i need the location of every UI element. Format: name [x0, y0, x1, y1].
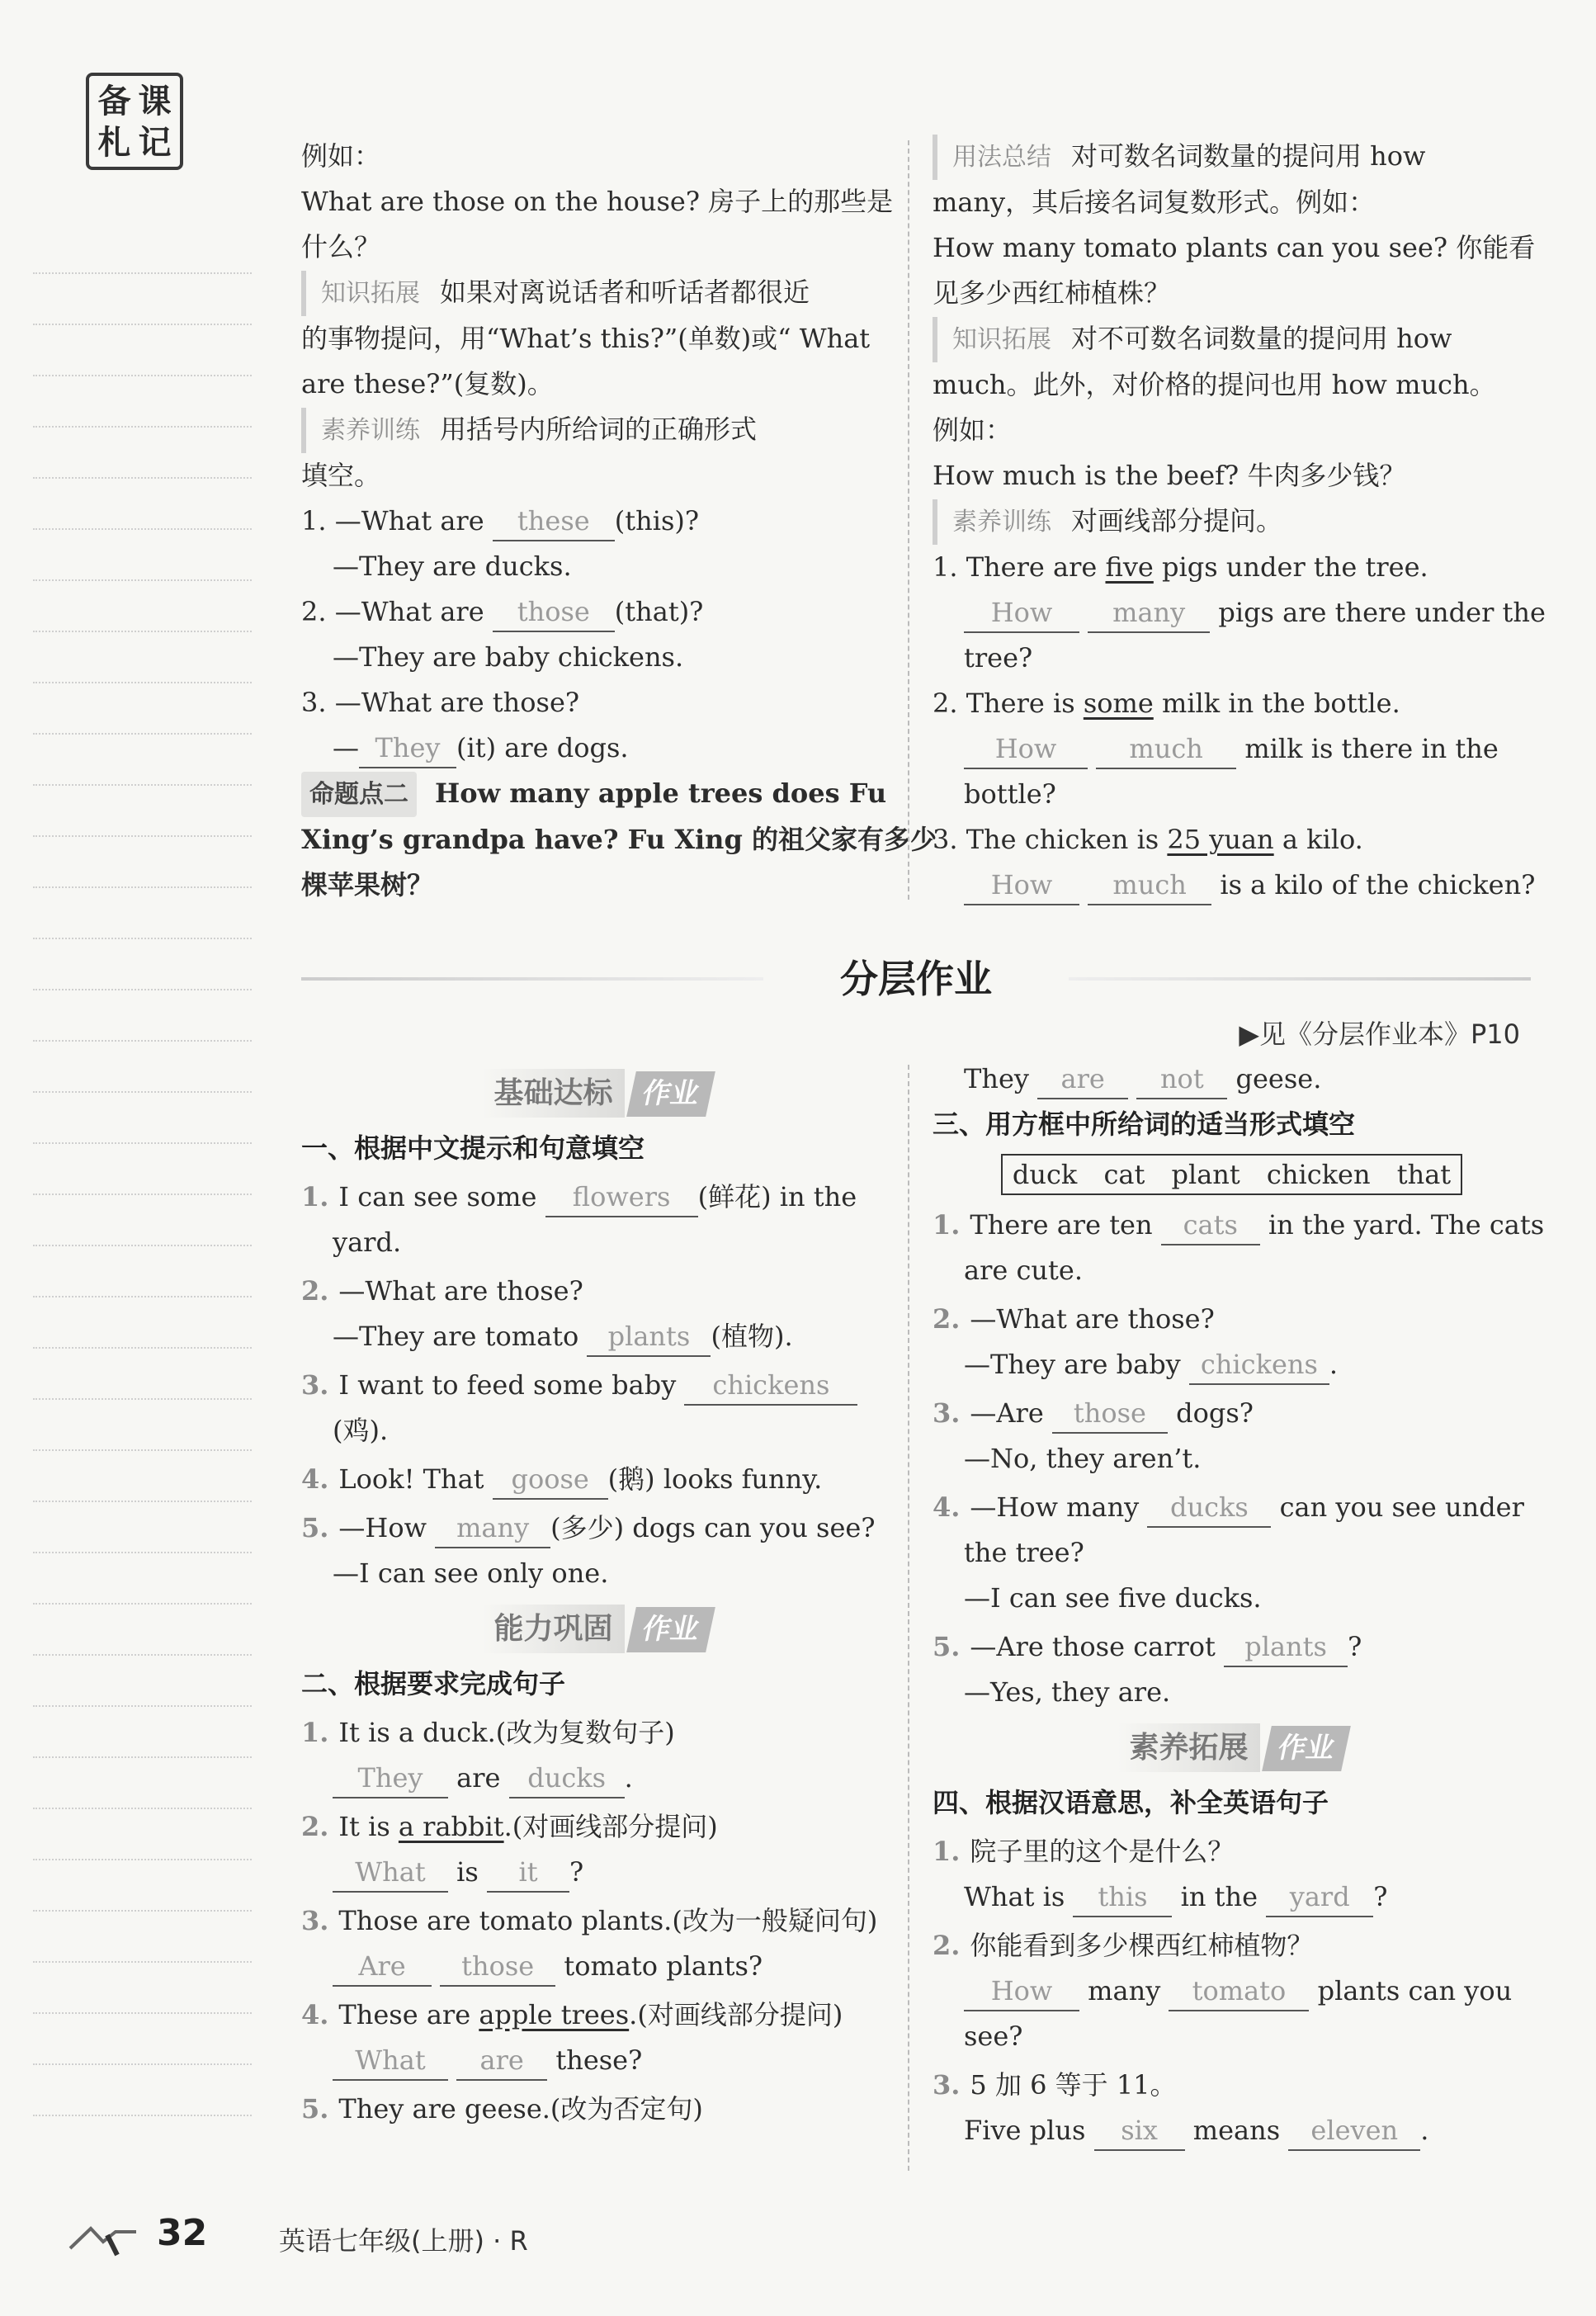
text: It is a duck.(改为复数句子)	[338, 1717, 675, 1748]
tip-line	[933, 134, 1531, 180]
text: There are ten	[970, 1209, 1153, 1241]
answer-blank: much	[1088, 866, 1211, 905]
text: milk is there in the	[1244, 733, 1499, 764]
tag-point-two: 命题点二	[301, 772, 417, 817]
text: Look! That	[338, 1463, 484, 1495]
exercise-item	[933, 1391, 1531, 1436]
text: Five plus	[964, 2115, 1086, 2146]
top-left-column	[301, 134, 937, 908]
answer-blank: How	[964, 1972, 1079, 2011]
text: —What are those?	[338, 1275, 583, 1307]
item-number: 2.	[301, 1811, 329, 1842]
text: is a kilo of the chicken?	[1220, 869, 1536, 900]
exercise-heading: 一、根据中文提示和句意填空	[301, 1132, 645, 1164]
exercise-item	[933, 1203, 1545, 1248]
item-number: 3.	[933, 1397, 961, 1429]
text-line: (鸡).	[333, 1415, 389, 1446]
text-line: —I can see only one.	[333, 1557, 609, 1589]
text-line: see?	[964, 2021, 1023, 2052]
section-heading-basic	[301, 1069, 891, 1118]
underlined-word: five	[1105, 551, 1154, 583]
question-line	[301, 499, 891, 544]
exercise-item	[301, 1505, 891, 1551]
text: (鹅) looks funny.	[607, 1463, 823, 1495]
exercise-heading: 三、用方框中所给词的适当形式填空	[933, 1108, 1356, 1140]
text: ?	[1373, 1881, 1388, 1912]
text: dogs?	[1176, 1397, 1254, 1429]
answer-blank: chickens	[1189, 1345, 1329, 1385]
exercise-item	[933, 1923, 1531, 1969]
text: 2. There is	[933, 688, 1084, 719]
item-number: 4.	[933, 1491, 961, 1523]
text: pigs under the tree.	[1153, 551, 1428, 583]
exercise-item	[301, 1175, 891, 1220]
underlined-word: a rabbit	[398, 1811, 504, 1842]
text: many	[1088, 1975, 1161, 2006]
answer-blank: They	[333, 1759, 448, 1798]
text: —How many	[970, 1491, 1140, 1523]
banner-title: 分层作业	[840, 957, 992, 1001]
text-line: How much is the beef? 牛肉多少钱？	[933, 460, 1406, 491]
exercise-item	[301, 2087, 891, 2132]
book-title: 英语七年级(上册) · R	[279, 2225, 528, 2257]
section-tag: 作业	[626, 1607, 715, 1652]
underlined-word: 25 yuan	[1167, 824, 1274, 855]
column-divider	[908, 140, 909, 900]
tag-usage: 用法总结	[933, 135, 1051, 180]
tip-line	[301, 771, 891, 817]
answer-blank: flowers	[545, 1178, 698, 1217]
answer-blank: eleven	[1288, 2111, 1420, 2151]
text-line: much。此外，对价格的提问也用 how much。	[933, 369, 1496, 400]
section-heading-extension	[933, 1723, 1531, 1772]
answer-blank: yard	[1266, 1878, 1373, 1917]
text-line: bottle?	[964, 778, 1056, 810]
item-number: 1.	[301, 1717, 329, 1748]
answer-blank: not	[1136, 1060, 1227, 1099]
answer-line	[933, 1342, 1531, 1387]
exercise-item	[933, 1624, 1531, 1670]
question-line	[933, 817, 1531, 863]
text: (this)?	[614, 505, 700, 536]
text: geese.	[1235, 1063, 1322, 1094]
page-number: 32	[157, 2212, 208, 2254]
text: 用括号内所给词的正确形式	[440, 414, 758, 445]
text-line: 例如：	[933, 414, 1013, 446]
text-line: —They are ducks.	[333, 551, 572, 582]
answer-blank: ducks	[509, 1759, 625, 1798]
text: —They are tomato	[333, 1321, 579, 1352]
underlined-word: apple trees	[479, 1999, 630, 2030]
text: They are geese.(改为否定句)	[338, 2093, 703, 2125]
text: milk in the bottle.	[1153, 688, 1400, 719]
answer-blank: What	[333, 2041, 448, 2081]
answer-line	[301, 1756, 891, 1801]
text-line: —They are baby chickens.	[333, 641, 684, 673]
margin-note-lines	[33, 223, 252, 2116]
exercise-item	[301, 1363, 891, 1408]
text: It is	[338, 1811, 399, 1842]
exercise-item	[933, 1829, 1531, 1874]
answer-line	[933, 726, 1531, 772]
text-line: are these?”(复数)。	[301, 368, 554, 399]
answer-blank: How	[964, 593, 1079, 633]
answer-line	[933, 590, 1546, 636]
workbook-reference: ▶见《分层作业本》P10	[1239, 1019, 1520, 1050]
item-number: 5.	[933, 1631, 961, 1662]
text: (it) are dogs.	[456, 732, 629, 763]
text: plants can you	[1317, 1975, 1513, 2006]
text-line: 的事物提问，用“What’s this?”(单数)或“ What	[301, 323, 871, 354]
question-line	[933, 545, 1531, 590]
text: 对画线部分提问。	[1071, 505, 1283, 536]
text: in the yard. The cats	[1268, 1209, 1545, 1241]
answer-line	[933, 1874, 1531, 1920]
text-line: —No, they aren’t.	[964, 1443, 1202, 1474]
item-number: 5.	[301, 1512, 329, 1543]
answer-line	[933, 2108, 1531, 2153]
tag-training: 素养训练	[933, 499, 1051, 545]
text-line: How many tomato plants can you see? 你能看	[933, 232, 1536, 263]
text: —How	[338, 1512, 427, 1543]
answer-blank: ducks	[1147, 1488, 1271, 1528]
answer-blank: are	[456, 2041, 547, 2081]
exercise-item	[301, 1457, 891, 1502]
exercise-item	[933, 1297, 1531, 1342]
section-title: 能力巩固	[482, 1605, 624, 1653]
item-number: 1.	[301, 1181, 329, 1212]
text: These are	[338, 1999, 479, 2030]
item-number: 4.	[301, 1463, 329, 1495]
answer-blank: six	[1094, 2111, 1185, 2151]
answer-blank: these	[493, 502, 615, 541]
item-number: 4.	[301, 1999, 329, 2030]
item-number: 3.	[301, 1369, 329, 1401]
exercise-item	[301, 1710, 891, 1756]
text: —	[333, 732, 359, 763]
text: .	[624, 1762, 633, 1794]
section-title: 素养拓展	[1117, 1723, 1259, 1772]
answer-blank: this	[1073, 1878, 1172, 1917]
answer-line	[933, 1969, 1531, 2014]
text: —Are	[970, 1397, 1044, 1429]
answer-blank: plants	[587, 1317, 711, 1357]
exercise-item	[933, 2063, 1531, 2108]
answer-blank: those	[1052, 1394, 1168, 1434]
answer-blank: goose	[493, 1460, 608, 1500]
text: can you see under	[1279, 1491, 1524, 1523]
section-banner	[301, 941, 1531, 1015]
answer-blank: those	[493, 593, 615, 632]
text: a kilo.	[1273, 824, 1363, 855]
text: .(对画线部分提问)	[503, 1811, 718, 1842]
text: They	[964, 1063, 1029, 1094]
answer-blank: cats	[1161, 1206, 1260, 1245]
text-line: yard.	[333, 1227, 402, 1258]
footer-ornament-icon	[66, 2224, 140, 2257]
text: (多少) dogs can you see?	[550, 1512, 876, 1543]
question-line	[301, 589, 891, 635]
answer-blank: are	[1037, 1060, 1128, 1099]
text-line: Xing’s grandpa have? Fu Xing 的祖父家有多少	[301, 824, 937, 855]
answer-blank: Are	[333, 1947, 432, 1987]
text-line: the tree?	[964, 1537, 1084, 1568]
text-line: 棵苹果树？	[301, 869, 434, 900]
column-divider	[908, 1065, 909, 2171]
tag-training: 素养训练	[301, 408, 420, 453]
item-number: 2.	[301, 1275, 329, 1307]
tip-line	[301, 270, 891, 316]
answer-line	[301, 1314, 891, 1359]
text: Those are tomato plants.(改为一般疑问句)	[338, 1905, 878, 1936]
text: —What are those?	[970, 1303, 1215, 1335]
text-line: What are those on the house? 房子上的那些是	[301, 186, 894, 217]
text: .	[1329, 1349, 1339, 1380]
text-line: 什么？	[301, 231, 381, 262]
text: I want to feed some baby	[338, 1369, 677, 1401]
item-number: 3.	[301, 1905, 329, 1936]
text: is	[456, 1856, 479, 1888]
text: 5 加 6 等于 11。	[970, 2069, 1177, 2101]
badge-char: 记	[138, 123, 172, 162]
answer-line	[933, 1056, 1531, 1102]
text: ?	[569, 1856, 584, 1888]
text: 1. There are	[933, 551, 1106, 583]
answer-blank: those	[440, 1947, 555, 1987]
question-line	[933, 681, 1531, 726]
text: 对可数名词数量的提问用 how	[1071, 140, 1426, 172]
tip-line	[933, 316, 1531, 362]
exercise-item	[301, 1804, 891, 1850]
text: in the	[1180, 1881, 1258, 1912]
section-tag: 作业	[626, 1071, 715, 1117]
text: ?	[1348, 1631, 1362, 1662]
text: How many apple trees does Fu	[435, 778, 887, 809]
text-line: tree?	[964, 642, 1033, 674]
answer-line	[933, 863, 1536, 908]
text-line: —I can see five ducks.	[964, 1582, 1262, 1614]
text: 2. —What are	[301, 596, 484, 627]
exercise-item	[301, 1992, 891, 2038]
tip-line	[933, 499, 1531, 545]
text: these?	[555, 2044, 643, 2076]
text: means	[1192, 2115, 1281, 2146]
text: pigs are there under the	[1218, 597, 1546, 628]
exercise-left-column	[301, 1069, 891, 2132]
badge-char: 札	[97, 123, 131, 162]
text-line: many，其后接名词复数形式。例如：	[933, 187, 1376, 218]
text: 如果对离说话者和听话者都很近	[440, 277, 810, 308]
underlined-word: some	[1083, 688, 1154, 719]
item-number: 3.	[933, 2069, 961, 2101]
answer-blank: How	[964, 730, 1088, 769]
answer-blank: it	[487, 1853, 569, 1893]
text: 你能看到多少棵西红柿植物？	[970, 1930, 1314, 1961]
text: (植物).	[711, 1321, 793, 1352]
text-line: 例如：	[301, 140, 381, 172]
item-number: 2.	[933, 1930, 961, 1961]
answer-blank: many	[435, 1509, 550, 1548]
tag-knowledge: 知识拓展	[933, 317, 1051, 362]
exercise-item	[933, 1485, 1531, 1530]
answer-blank: plants	[1224, 1628, 1348, 1667]
section-title: 基础达标	[482, 1069, 624, 1118]
word-box-row	[933, 1152, 1531, 1198]
section-heading-ability	[301, 1605, 891, 1653]
section-tag: 作业	[1262, 1726, 1351, 1771]
text: (鲜花) in the	[697, 1181, 857, 1212]
text-line: 3. —What are those?	[301, 687, 580, 718]
badge-char: 课	[138, 82, 172, 121]
text: are	[456, 1762, 501, 1794]
answer-blank: much	[1096, 730, 1236, 769]
question-line	[301, 726, 891, 771]
text: What is	[964, 1881, 1065, 1912]
answer-blank: How	[964, 866, 1079, 905]
text: .	[1420, 2115, 1429, 2146]
text: 3. The chicken is	[933, 824, 1168, 855]
text-line: 见多少西红柿植株？	[933, 277, 1171, 309]
text-line: —Yes, they are.	[964, 1676, 1171, 1708]
answer-blank: What	[333, 1853, 448, 1893]
word-box: duck cat plant chicken that	[1001, 1154, 1462, 1195]
item-number: 1.	[933, 1836, 961, 1867]
text: 1. —What are	[301, 505, 484, 536]
text: I can see some	[338, 1181, 537, 1212]
answer-blank: chickens	[684, 1366, 857, 1406]
exercise-right-column	[933, 1056, 1545, 2153]
tip-line	[301, 407, 891, 453]
answer-line	[301, 1850, 891, 1895]
top-right-column	[933, 134, 1546, 908]
answer-blank: They	[359, 729, 456, 768]
item-number: 1.	[933, 1209, 961, 1241]
answer-line	[301, 1944, 891, 1989]
answer-blank: many	[1088, 593, 1210, 633]
exercise-item	[301, 1269, 891, 1314]
tag-knowledge: 知识拓展	[301, 271, 420, 316]
exercise-heading: 二、根据要求完成句子	[301, 1668, 566, 1699]
text: (that)?	[614, 596, 704, 627]
text: —They are baby	[964, 1349, 1181, 1380]
badge-char: 备	[97, 82, 131, 121]
text-line: 填空。	[301, 460, 381, 491]
text: —Are those carrot	[970, 1631, 1216, 1662]
item-number: 5.	[301, 2093, 329, 2125]
margin-notes-badge	[86, 73, 183, 170]
item-number: 2.	[933, 1303, 961, 1335]
exercise-item	[301, 1898, 891, 1944]
text: 院子里的这个是什么？	[970, 1836, 1235, 1867]
answer-blank: tomato	[1169, 1972, 1309, 2011]
text: .(对画线部分提问)	[629, 1999, 843, 2030]
text-line: are cute.	[964, 1255, 1083, 1286]
answer-line	[301, 2038, 891, 2083]
text: tomato plants?	[564, 1950, 763, 1982]
exercise-heading: 四、根据汉语意思，补全英语句子	[933, 1787, 1329, 1818]
text: 对不可数名词数量的提问用 how	[1071, 323, 1452, 354]
